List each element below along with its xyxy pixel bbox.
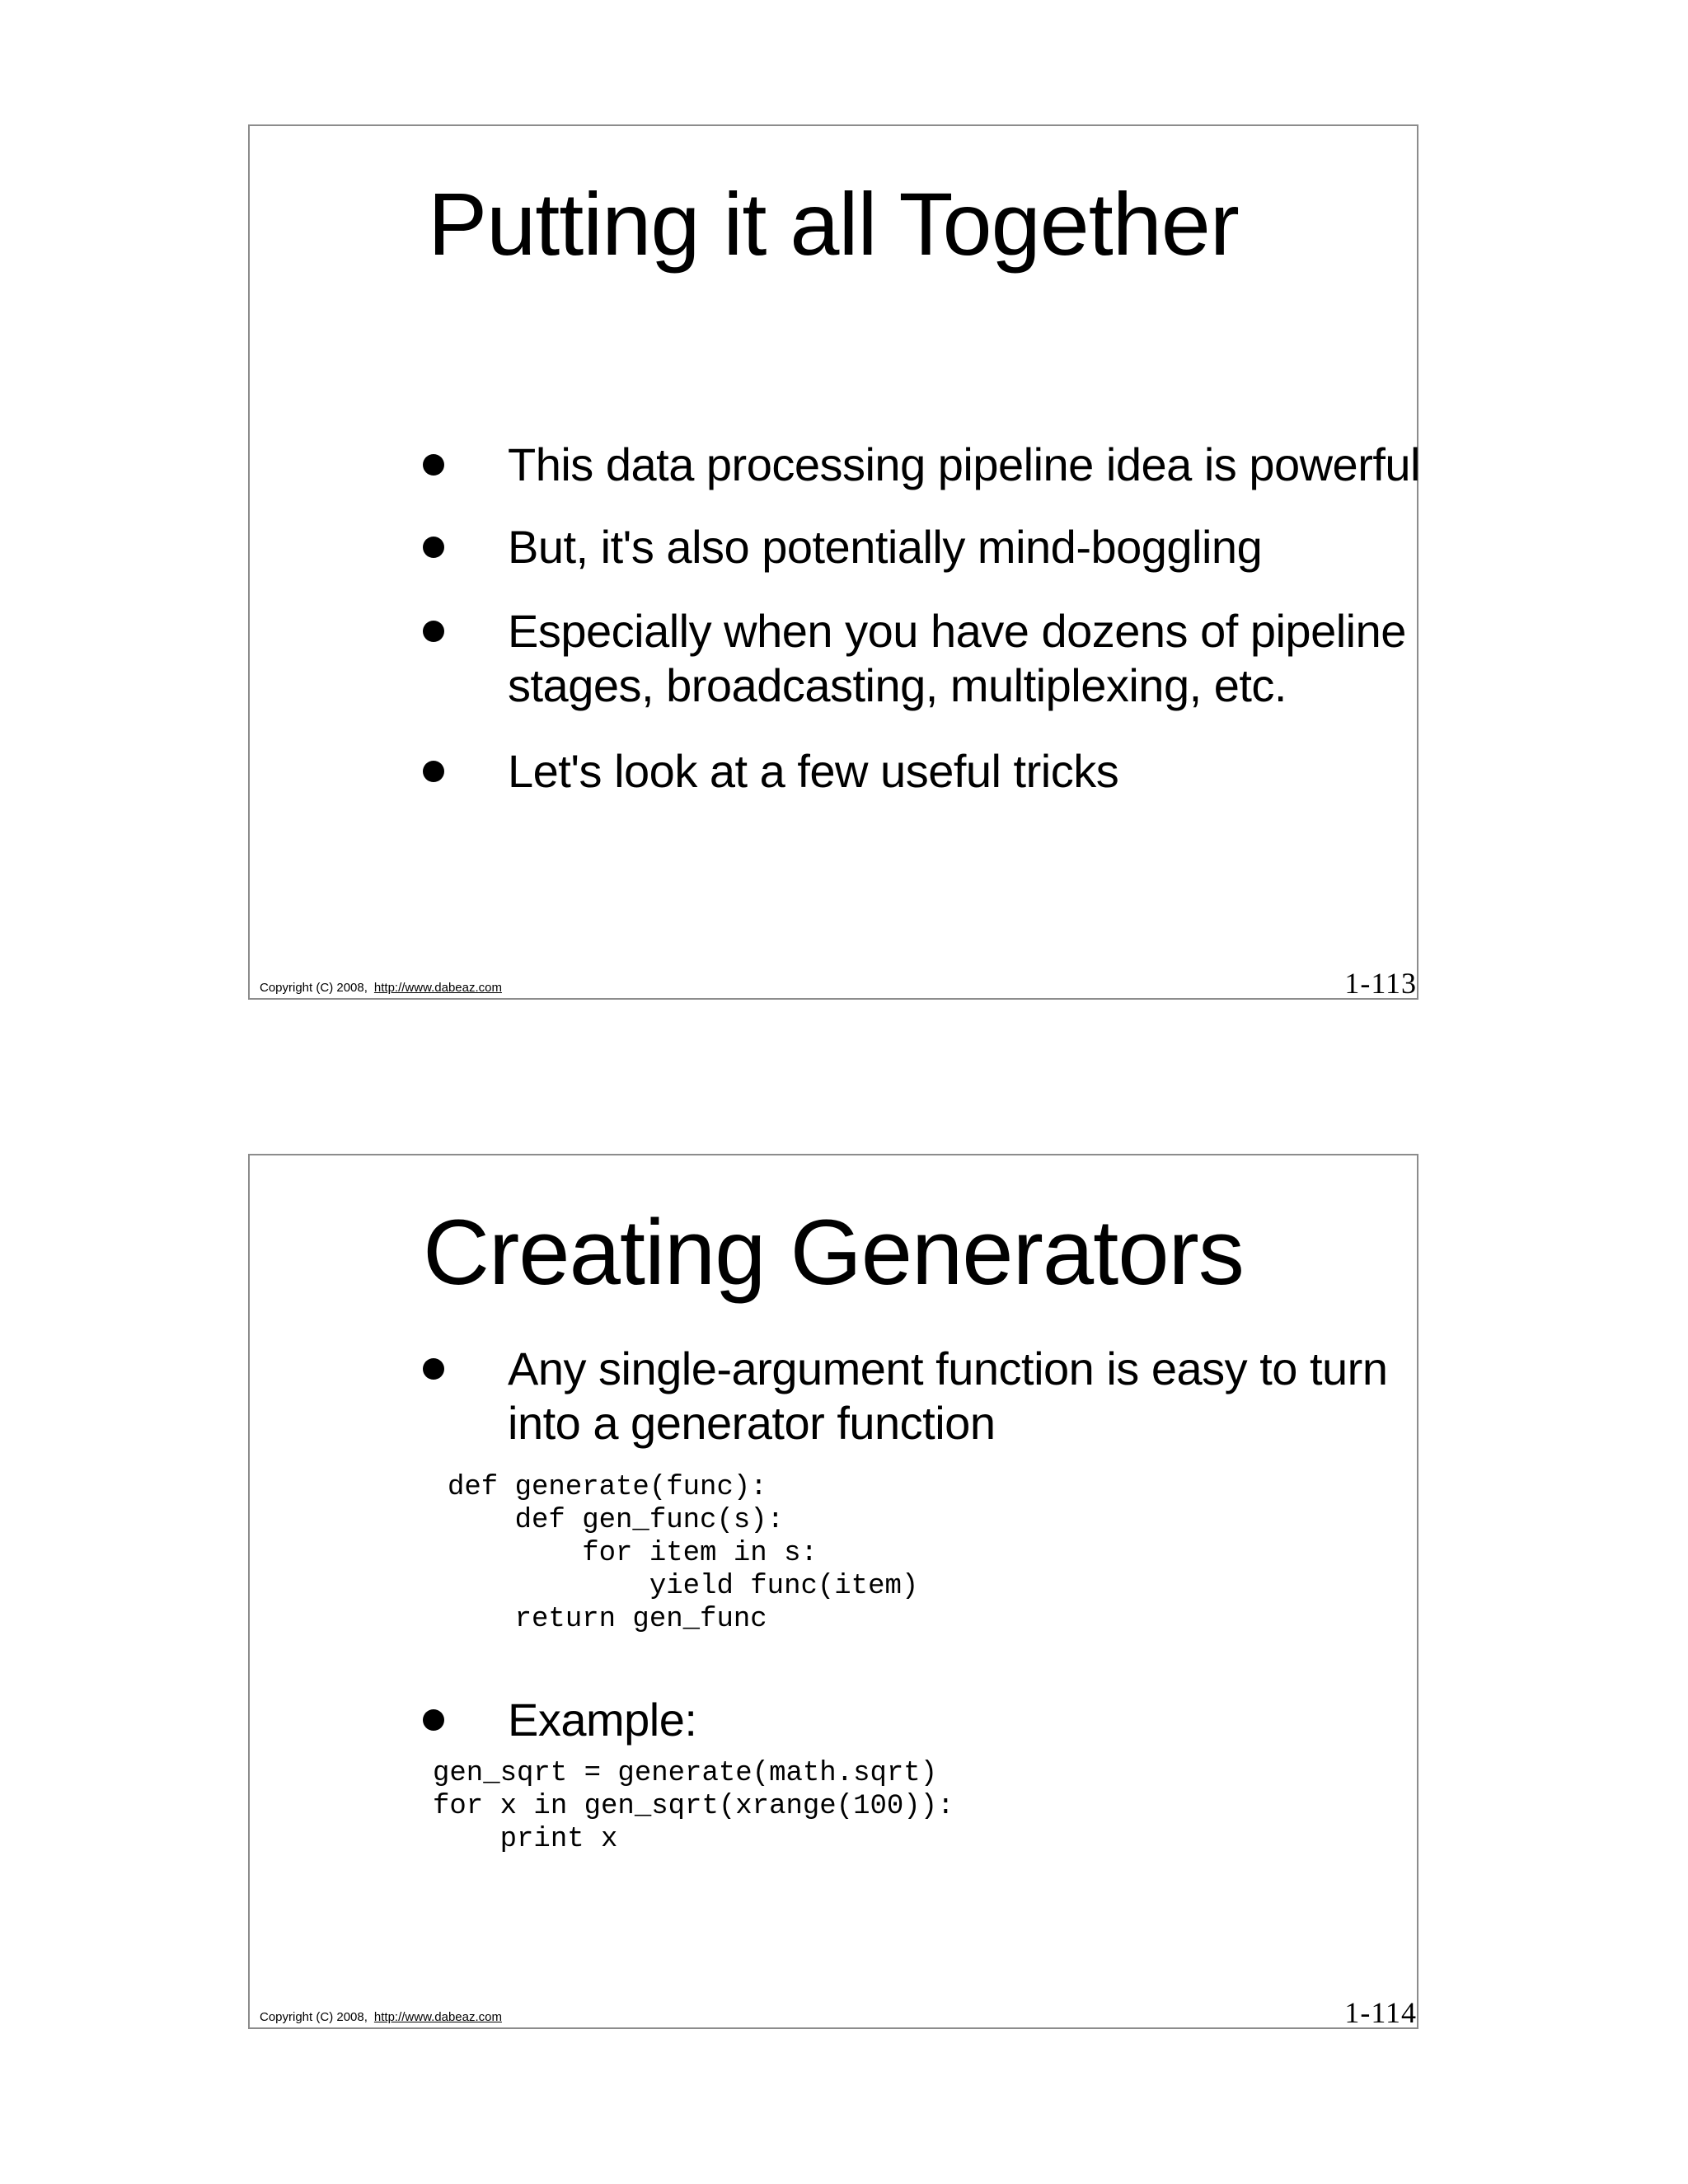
- slide-title: Putting it all Together: [428, 174, 1239, 274]
- slide-1-114: [248, 1154, 1418, 2029]
- bullet-item: [423, 1693, 696, 1747]
- bullet-dot-icon: [423, 1709, 444, 1731]
- bullet-text: Let's look at a few useful tricks: [508, 745, 1119, 797]
- bullet-item: [423, 604, 1406, 713]
- bullet-dot-icon: [423, 621, 444, 642]
- footer-url-link[interactable]: http://www.dabeaz.com: [373, 2010, 502, 2024]
- bullet-item: [423, 438, 1420, 492]
- bullet-item: [423, 1342, 1387, 1451]
- bullet-item: [423, 744, 1118, 799]
- footer-copyright: [260, 981, 502, 995]
- bullet-dot-icon: [423, 761, 444, 782]
- code-block-generate: def generate(func): def gen_func(s): for item in s: yield func(item) return gen_func: [448, 1472, 919, 1635]
- bullet-text-continued: into a generator function: [508, 1397, 996, 1449]
- code-block-example: gen_sqrt = generate(math.sqrt) for x in gen_sqrt(xrange(100)): print x: [433, 1758, 954, 1855]
- copyright-text: Copyright (C) 2008,: [260, 981, 368, 995]
- bullet-text-continued: stages, broadcasting, multiplexing, etc.: [508, 659, 1287, 711]
- bullet-text: But, it's also potentially mind-boggling: [508, 521, 1263, 573]
- footer-url-link[interactable]: http://www.dabeaz.com: [373, 981, 502, 995]
- bullet-dot-icon: [423, 1358, 444, 1380]
- bullet-text: This data processing pipeline idea is powerful: [508, 438, 1420, 490]
- bullet-item: [423, 520, 1262, 574]
- page-number: 1-114: [1344, 1996, 1417, 2029]
- bullet-text: Any single-argument function is easy to turn: [508, 1343, 1388, 1394]
- page-number: 1-113: [1344, 967, 1417, 1000]
- footer-copyright: [260, 2010, 502, 2024]
- bullet-text: Especially when you have dozens of pipeline: [508, 605, 1406, 657]
- slide-1-113: [248, 124, 1418, 1000]
- copyright-text: Copyright (C) 2008,: [260, 2010, 368, 2024]
- bullet-dot-icon: [423, 537, 444, 558]
- bullet-dot-icon: [423, 454, 444, 476]
- slide-title: Creating Generators: [423, 1201, 1244, 1304]
- bullet-text: Example:: [508, 1694, 697, 1746]
